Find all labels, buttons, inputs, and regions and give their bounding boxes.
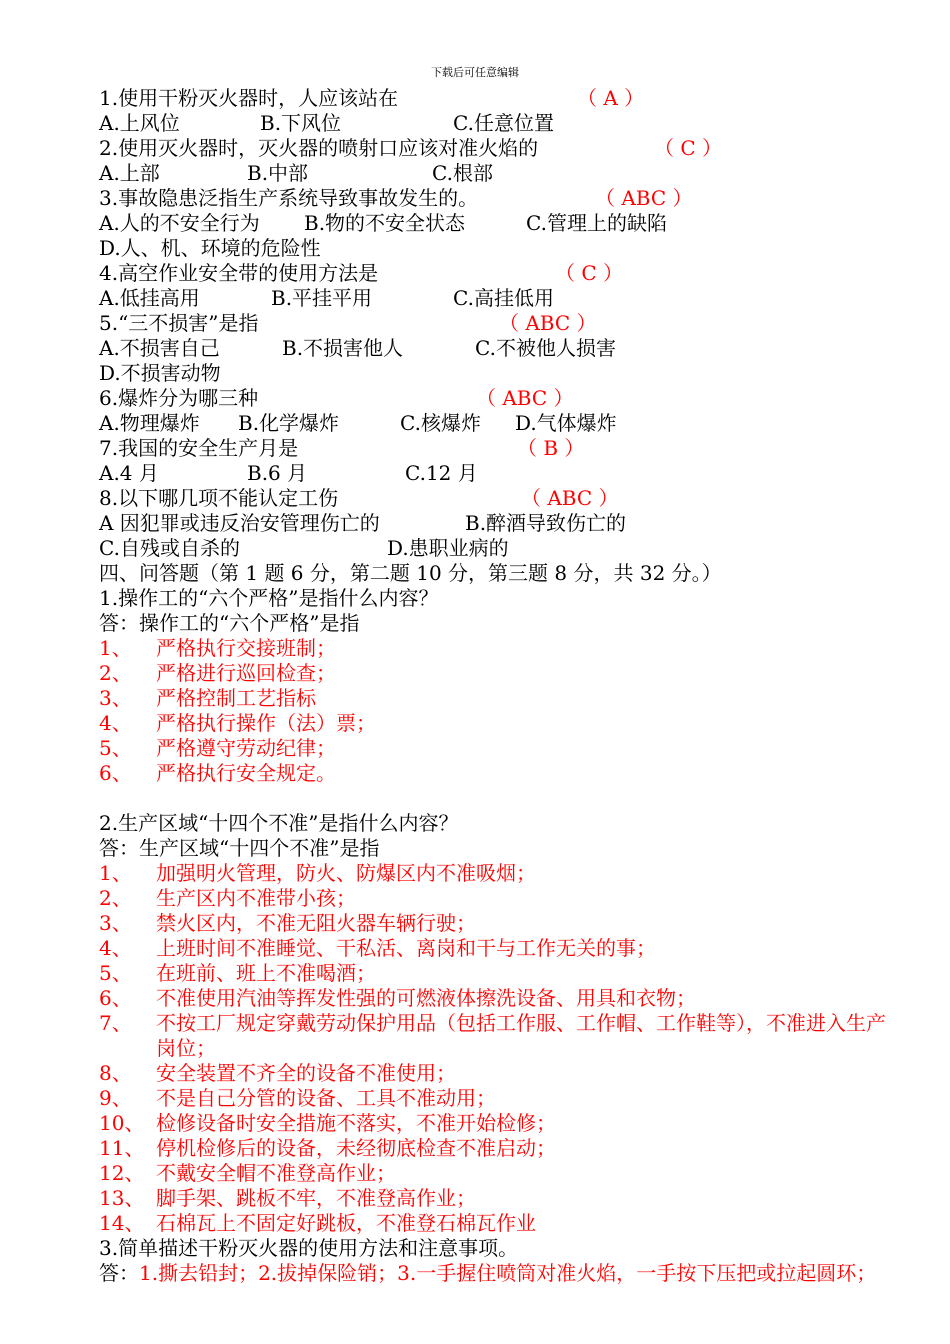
- list-item: [99, 736, 899, 761]
- qa2-answer-intro: 答：生产区域“十四个不准”是指: [99, 836, 380, 860]
- option-c: C.任意位置: [453, 111, 554, 135]
- list-item: [99, 1086, 899, 1111]
- qa1-answer-intro: 答：操作工的“六个严格”是指: [99, 611, 360, 635]
- list-item-number: 4、: [99, 936, 132, 960]
- list-item-number: 9、: [99, 1086, 132, 1110]
- options-1: [99, 111, 899, 136]
- option-a: A.物理爆炸: [99, 411, 200, 435]
- option-c: C.根部: [432, 161, 493, 185]
- options-8-cd: [99, 536, 899, 561]
- option-a: A.人的不安全行为: [99, 211, 260, 235]
- list-item-text: 严格执行操作（法）票；: [156, 711, 376, 735]
- answer-key: （ C ）: [654, 136, 723, 160]
- option-c: C.高挂低用: [453, 286, 554, 310]
- list-item-text: 严格进行巡回检查；: [156, 661, 336, 685]
- answer-key: （ ABC ）: [521, 486, 619, 510]
- options-3-d: [99, 236, 899, 261]
- question-2: [99, 136, 899, 161]
- qa3-question: 3.简单描述干粉灭火器的使用方法和注意事项。: [99, 1236, 519, 1260]
- option-b: B.平挂平用: [271, 286, 373, 310]
- options-5: [99, 336, 899, 361]
- options-2: [99, 161, 899, 186]
- list-item-number: 1、: [99, 636, 132, 660]
- list-item-text: 停机检修后的设备，未经彻底检查不准启动；: [156, 1136, 556, 1160]
- answer-key: （ ABC ）: [595, 186, 693, 210]
- list-item: [99, 1111, 899, 1136]
- answer-key: （ ABC ）: [476, 386, 574, 410]
- list-item-number: 5、: [99, 736, 132, 760]
- page-header: 下载后可任意编辑: [431, 66, 519, 79]
- question-7: [99, 436, 899, 461]
- list-item-number: 11、: [99, 1136, 145, 1160]
- option-b: B.不损害他人: [282, 336, 404, 360]
- options-8: [99, 511, 899, 536]
- qa3-answer-text: 1.撕去铅封；2.拔掉保险销；3.一手握住喷筒对准火焰，一手按下压把或拉起圆环；: [139, 1261, 877, 1285]
- list-item: [99, 761, 899, 786]
- option-b: B.下风位: [260, 111, 342, 135]
- answer-key: （ A ）: [577, 86, 645, 110]
- options-3: [99, 211, 899, 236]
- option-d: D.患职业病的: [387, 536, 509, 560]
- qa2-answer-list: [99, 861, 899, 1236]
- list-item-text: 严格控制工艺指标: [156, 686, 316, 710]
- options-6: [99, 411, 899, 436]
- list-item: [99, 1011, 899, 1061]
- option-a: A 因犯罪或违反治安管理伤亡的: [99, 511, 380, 535]
- question-text: 6.爆炸分为哪三种: [99, 386, 259, 410]
- list-item: [99, 986, 899, 1011]
- question-3: [99, 186, 899, 211]
- list-item: [99, 686, 899, 711]
- document-body: [99, 86, 899, 1286]
- list-item-number: 3、: [99, 911, 132, 935]
- list-item-number: 10、: [99, 1111, 145, 1135]
- list-item-text: 严格执行安全规定。: [156, 761, 336, 785]
- question-6: [99, 386, 899, 411]
- list-item: [99, 1061, 899, 1086]
- option-d: D.不损害动物: [99, 361, 221, 385]
- option-b: B.6 月: [247, 461, 308, 485]
- qa2-question: 2.生产区域“十四个不准”是指什么内容？: [99, 811, 459, 835]
- list-item-text: 生产区内不准带小孩；: [156, 886, 356, 910]
- question-4: [99, 261, 899, 286]
- list-item-number: 14、: [99, 1211, 145, 1235]
- question-text: 8.以下哪几项不能认定工伤: [99, 486, 339, 510]
- qa3-answer: [99, 1261, 899, 1286]
- list-item: [99, 661, 899, 686]
- list-item: [99, 636, 899, 661]
- question-text: 4.高空作业安全带的使用方法是: [99, 261, 379, 285]
- option-a: A.上部: [99, 161, 160, 185]
- list-item-text: 禁火区内，不准无阻火器车辆行驶；: [156, 911, 476, 935]
- option-d: D.气体爆炸: [515, 411, 617, 435]
- list-item-text: 严格执行交接班制；: [156, 636, 336, 660]
- list-item-number: 1、: [99, 861, 132, 885]
- question-8: [99, 486, 899, 511]
- answer-key: （ ABC ）: [499, 311, 597, 335]
- question-text: 3.事故隐患泛指生产系统导致事故发生的。: [99, 186, 479, 210]
- list-item-number: 5、: [99, 961, 132, 985]
- option-b: B.醉酒导致伤亡的: [465, 511, 627, 535]
- list-item-text: 不是自己分管的设备、工具不准动用；: [156, 1086, 496, 1110]
- answer-key: （ C ）: [555, 261, 624, 285]
- option-a: A.上风位: [99, 111, 180, 135]
- option-b: B.化学爆炸: [238, 411, 340, 435]
- list-item-number: 4、: [99, 711, 132, 735]
- list-item-text: 不戴安全帽不准登高作业；: [156, 1161, 396, 1185]
- list-item: [99, 1136, 899, 1161]
- list-item-text: 石棉瓦上不固定好跳板，不准登石棉瓦作业: [156, 1211, 536, 1235]
- option-a: A.低挂高用: [99, 286, 200, 310]
- question-text: 2.使用灭火器时，灭火器的喷射口应该对准火焰的: [99, 136, 539, 160]
- option-b: B.中部: [247, 161, 309, 185]
- section-heading: 四、问答题（第 1 题 6 分，第二题 10 分，第三题 8 分，共 32 分。）: [99, 561, 722, 585]
- question-text: 1.使用干粉灭火器时，人应该站在: [99, 86, 399, 110]
- qa1-answer-list: [99, 636, 899, 786]
- list-item: [99, 936, 899, 961]
- option-a: A.不损害自己: [99, 336, 220, 360]
- option-c: C.核爆炸: [400, 411, 481, 435]
- list-item-number: 2、: [99, 661, 132, 685]
- list-item: [99, 1161, 899, 1186]
- list-item: [99, 1211, 899, 1236]
- list-item-text: 加强明火管理，防火、防爆区内不准吸烟；: [156, 861, 536, 885]
- list-item-text: 严格遵守劳动纪律；: [156, 736, 336, 760]
- list-item-number: 2、: [99, 886, 132, 910]
- option-c: C.不被他人损害: [475, 336, 616, 360]
- option-a: A.4 月: [99, 461, 159, 485]
- list-item-text: 不准使用汽油等挥发性强的可燃液体擦洗设备、用具和衣物；: [156, 986, 696, 1010]
- list-item: [99, 1186, 899, 1211]
- list-item-text: 上班时间不准睡觉、干私活、离岗和干与工作无关的事；: [156, 936, 656, 960]
- options-7: [99, 461, 899, 486]
- list-item: [99, 886, 899, 911]
- list-item: [99, 961, 899, 986]
- list-item: [99, 711, 899, 736]
- option-c: C.自残或自杀的: [99, 536, 240, 560]
- option-d: D.人、机、环境的危险性: [99, 236, 321, 260]
- list-item-number: 3、: [99, 686, 132, 710]
- list-item-number: 8、: [99, 1061, 132, 1085]
- options-5-d: [99, 361, 899, 386]
- list-item-text: 检修设备时安全措施不落实，不准开始检修；: [156, 1111, 556, 1135]
- list-item: [99, 911, 899, 936]
- list-item-text: 安全装置不齐全的设备不准使用；: [156, 1061, 456, 1085]
- list-item-text: 在班前、班上不准喝酒；: [156, 961, 376, 985]
- question-text: 7.我国的安全生产月是: [99, 436, 299, 460]
- question-text: 5.“三不损害”是指: [99, 311, 259, 335]
- list-item-number: 7、: [99, 1011, 132, 1035]
- question-5: [99, 311, 899, 336]
- qa1-question: 1.操作工的“六个严格”是指什么内容？: [99, 586, 439, 610]
- list-item: [99, 861, 899, 886]
- question-1: [99, 86, 899, 111]
- list-item-number: 13、: [99, 1186, 145, 1210]
- options-4: [99, 286, 899, 311]
- list-item-text: 脚手架、跳板不牢，不准登高作业；: [156, 1186, 476, 1210]
- option-b: B.物的不安全状态: [304, 211, 466, 235]
- list-item-number: 12、: [99, 1161, 145, 1185]
- option-c: C.12 月: [405, 461, 478, 485]
- list-item-number: 6、: [99, 986, 132, 1010]
- spacer: [99, 786, 899, 811]
- answer-key: （ B ）: [517, 436, 585, 460]
- list-item-text: 不按工厂规定穿戴劳动保护用品（包括工作服、工作帽、工作鞋等），不准进入生产岗位；: [156, 1011, 886, 1060]
- option-c: C.管理上的缺陷: [526, 211, 667, 235]
- qa3-answer-prefix: 答：: [99, 1261, 139, 1285]
- list-item-number: 6、: [99, 761, 132, 785]
